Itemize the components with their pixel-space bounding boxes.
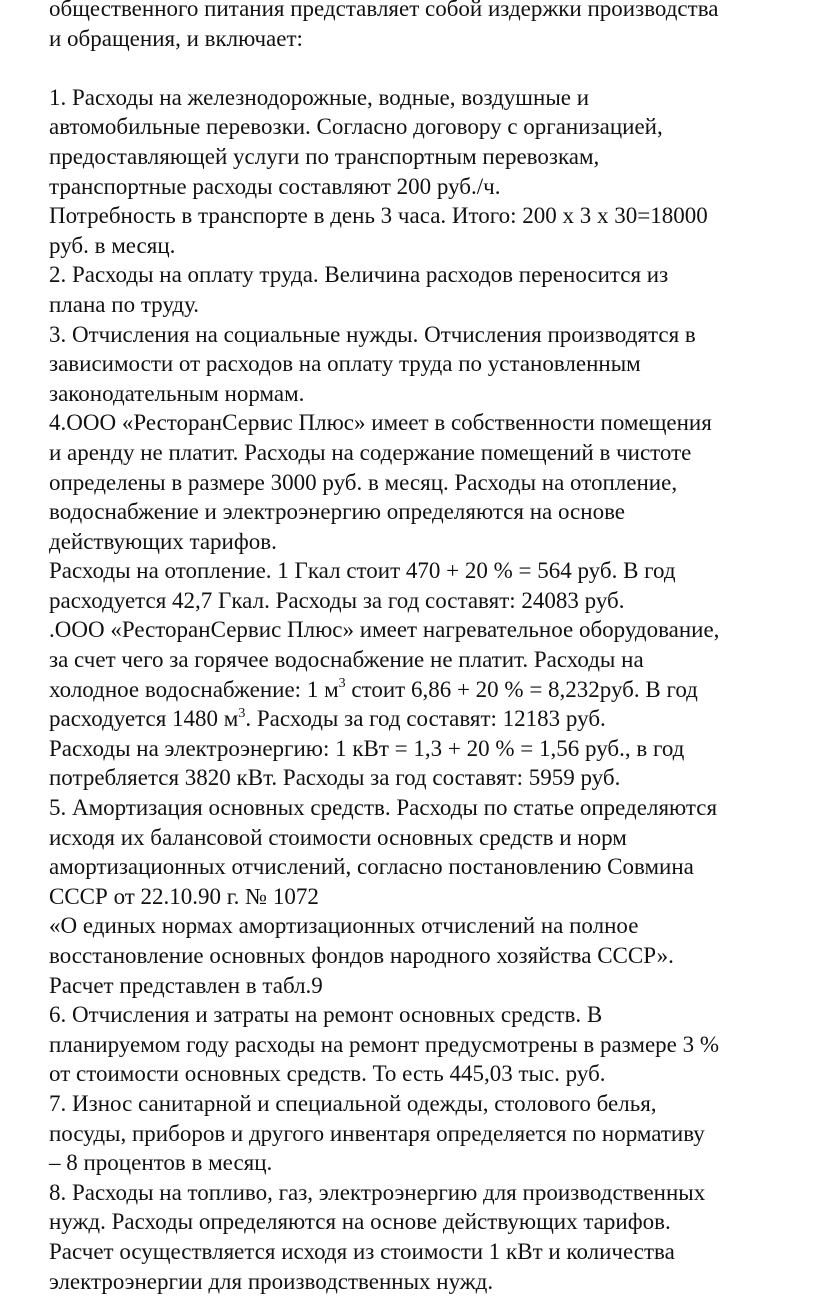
item-7-wear: [49, 1089, 796, 1178]
paragraph-gap: [49, 53, 796, 83]
superscript: 3: [238, 705, 246, 721]
text-line: восстановление основных фондов народного хозяйства СССР».: [49, 943, 674, 968]
text-line: определены в размере 3000 руб. в месяц. Расходы на отопление,: [49, 469, 678, 495]
text-fragment: . Расходы за год составят: 12183 руб.: [245, 706, 606, 732]
text-line: расходуется 42,7 Гкал. Расходы за год составят: 24083 руб.: [49, 587, 625, 613]
text-line: автомобильные перевозки. Согласно договору с организацией,: [49, 114, 663, 140]
item-4-premises: [49, 408, 796, 793]
text-line: законодательным нормам.: [49, 380, 305, 406]
text-line: транспортные расходы составляют 200 руб./ч.: [49, 173, 501, 199]
text-line: – 8 процентов в месяц.: [49, 1150, 273, 1176]
text-line: 1. Расходы на железнодорожные, водные, воздушные и: [49, 84, 590, 110]
superscript: 3: [338, 676, 346, 691]
water-line-1: [49, 675, 796, 705]
intro-paragraph: [49, 0, 796, 53]
text-line: общественного питания представляет собой издержки производства: [49, 0, 719, 21]
item-1-transport: [49, 83, 796, 261]
text-line: планируемом году расходы на ремонт предусмотрены в размере 3 %: [49, 1031, 720, 1057]
text-line: потребляется 3820 кВт. Расходы за год составят: 5959 руб.: [49, 765, 621, 791]
text-line: 2. Расходы на оплату труда. Величина расходов переносится из: [49, 262, 669, 288]
text-line: исходя их балансовой стоимости основных средств и норм: [49, 824, 627, 850]
text-fragment: стоит 6,86 + 20 % = 8,232руб. В год: [345, 676, 698, 702]
text-line: нужд. Расходы определяются на основе действующих тарифов.: [49, 1209, 671, 1235]
text-line: Расчет представлен в табл.9: [49, 972, 323, 998]
text-line: 7. Износ санитарной и специальной одежды, столового белья,: [49, 1090, 657, 1116]
text-line: за счет чего за горячее водоснабжение не платит. Расходы на: [49, 647, 644, 673]
text-line: от стоимости основных средств. То есть 445,03 тыс. руб.: [49, 1061, 606, 1087]
text-line: руб. в месяц.: [49, 232, 176, 258]
item-2-labor: [49, 260, 796, 319]
text-line: водоснабжение и электроэнергию определяются на основе: [49, 499, 626, 525]
item-3-social: [49, 320, 796, 409]
text-line: действующих тарифов.: [49, 528, 277, 554]
text-line: посуды, приборов и другого инвентаря определяется по нормативу: [49, 1120, 705, 1146]
text-line: Расчет осуществляется исходя из стоимости 1 кВт и количества: [49, 1238, 675, 1264]
text-line: 6. Отчисления и затраты на ремонт основных средств. В: [49, 1002, 603, 1028]
item-6-repair: [49, 1000, 796, 1089]
text-line: 3. Отчисления на социальные нужды. Отчисления производятся в: [49, 321, 696, 347]
water-line-2: [49, 704, 796, 734]
text-line: и аренду не платит. Расходы на содержание помещений в чистоте: [49, 439, 692, 465]
item-8-fuel: [49, 1178, 796, 1296]
text-line: 5. Амортизация основных средств. Расходы по статье определяются: [49, 795, 718, 821]
text-line: «О единых нормах амортизационных отчислений на полное: [49, 913, 639, 939]
item-5-depreciation: [49, 793, 796, 1000]
text-line: Расходы на отопление. 1 Гкал стоит 470 + 20 % = 564 руб. В год: [49, 558, 676, 584]
text-line: электроэнергии для производственных нужд.: [49, 1268, 494, 1294]
text-line: .ООО «РесторанСервис Плюс» имеет нагревательное оборудование,: [49, 617, 720, 643]
text-line: СССР от 22.10.90 г. № 1072: [49, 883, 319, 909]
text-line: предоставляющей услуги по транспортным перевозкам,: [49, 143, 600, 169]
text-line: Потребность в транспорте в день 3 часа. Итого: 200 х 3 х 30=18000: [49, 203, 708, 229]
text-line: Расходы на электроэнергию: 1 кВт = 1,3 + 20 % = 1,56 руб., в год: [49, 735, 685, 761]
text-line: амортизационных отчислений, согласно постановлению Совмина: [49, 854, 694, 880]
text-line: зависимости от расходов на оплату труда по установленным: [49, 351, 641, 377]
text-line: 8. Расходы на топливо, газ, электроэнергию для производственных: [49, 1179, 706, 1205]
text-line: и обращения, и включает:: [49, 25, 303, 51]
text-fragment: расходуется 1480 м: [49, 706, 239, 732]
text-line: 4.ООО «РесторанСервис Плюс» имеет в собственности помещения: [49, 410, 712, 436]
text-line: плана по труду.: [49, 291, 200, 317]
text-fragment: холодное водоснабжение: 1 м: [49, 676, 339, 702]
